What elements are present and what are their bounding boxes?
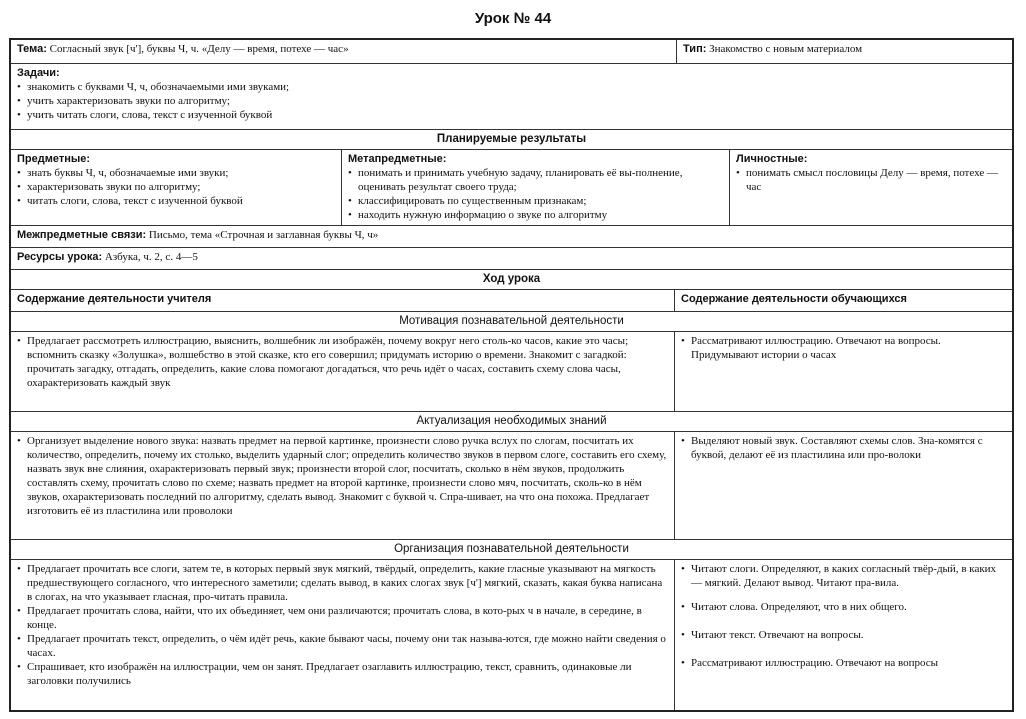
topic-text: Согласный звук [ч'], буквы Ч, ч. «Делу — время, потехе — час» xyxy=(49,43,349,55)
stage-heading-row xyxy=(11,312,1012,332)
resources-cell xyxy=(11,248,1012,269)
type-text: Знакомство с новым материалом xyxy=(709,43,863,55)
list-item: • Предлагает прочитать текст, определить, о чём идёт речь, какие бывают часы, почему они так называ-ются, где можно найти сведения о часах. xyxy=(17,632,668,660)
resources-text: Азбука, ч. 2, с. 4—5 xyxy=(104,251,198,263)
teacher-activity xyxy=(11,432,674,539)
list-item: • Читают слова. Определяют, что в них общего. xyxy=(681,600,1006,614)
list-item: • находить нужную информацию о звуке по алгоритму xyxy=(348,208,723,222)
subject-label: Предметные: xyxy=(17,153,91,165)
students-activity xyxy=(674,432,1012,539)
tasks-list xyxy=(17,80,1006,122)
personal-label: Личностные: xyxy=(736,153,808,165)
stage-row xyxy=(11,560,1012,710)
interdisciplinary-cell xyxy=(11,226,1012,247)
list-item: • характеризовать звуки по алгоритму; xyxy=(17,180,335,194)
topic-label: Тема: xyxy=(17,43,47,55)
students-activity xyxy=(674,560,1012,710)
topic-cell xyxy=(11,40,676,63)
list-item: • учить характеризовать звуки по алгоритму; xyxy=(17,94,1006,108)
list-item: • понимать и принимать учебную задачу, планировать её вы-полнение, оценивать результат своего труда; xyxy=(348,166,723,194)
interdisciplinary-text: Письмо, тема «Строчная и заглавная буквы Ч, ч» xyxy=(148,229,379,241)
list-item: • знать буквы Ч, ч, обозначаемые ими звуки; xyxy=(17,166,335,180)
tasks-label: Задачи: xyxy=(17,67,60,79)
stage-heading-row xyxy=(11,412,1012,432)
stage-heading: Актуализация необходимых знаний xyxy=(416,415,607,427)
teacher-activity xyxy=(11,332,674,411)
stage-heading: Мотивация познавательной деятельности xyxy=(399,315,624,327)
interdisciplinary-row xyxy=(11,226,1012,248)
tasks-cell xyxy=(11,64,1012,129)
list-item: • Рассматривают иллюстрацию. Отвечают на вопросы. Придумывают истории о часах xyxy=(681,334,1006,362)
meta-label: Метапредметные: xyxy=(348,153,447,165)
columns-header-row xyxy=(11,290,1012,312)
stage-heading: Организация познавательной деятельности xyxy=(394,543,629,555)
list-item: • Выделяют новый звук. Составляют схемы слов. Зна-комятся с буквой, делают её из пластилина или про-волоки xyxy=(681,434,1006,462)
subject-results xyxy=(11,150,341,225)
planned-heading: Планируемые результаты xyxy=(436,133,587,145)
teacher-activity xyxy=(11,560,674,710)
planned-heading-row xyxy=(11,130,1012,150)
tasks-row xyxy=(11,64,1012,130)
list-item: • Спрашивает, кто изображён на иллюстрации, чем он занят. Предлагает озаглавить иллюстрацию, текст, сравнить, одинаковые ли заголовки получились xyxy=(17,660,668,688)
teacher-column-header: Содержание деятельности учителя xyxy=(17,293,212,305)
stage-row xyxy=(11,432,1012,540)
planned-row xyxy=(11,150,1012,226)
list-item: • Предлагает прочитать все слоги, затем те, в которых первый звук мягкий, твёрдый, определить, какие гласные указывают на мягкость предшествующего согласного, что интересного заметили; сделать вывод, в каких слогах звук [ч'] мягкий, сказать, какая буква написана в слогах, на что указывает гласная, про-читать правила. xyxy=(17,562,668,604)
list-item: • Рассматривают иллюстрацию. Отвечают на вопросы xyxy=(681,656,1006,670)
topic-row xyxy=(11,40,1012,64)
lesson-plan-table xyxy=(9,38,1014,712)
students-activity xyxy=(674,332,1012,411)
lesson-heading-row xyxy=(11,270,1012,290)
resources-label: Ресурсы урока: xyxy=(17,251,103,263)
type-label: Тип: xyxy=(683,43,707,55)
list-item: • Читают слоги. Определяют, в каких согласный твёр-дый, в каких — мягкий. Делают вывод. Читают пра-вила. xyxy=(681,562,1006,590)
list-item: • Организует выделение нового звука: назвать предмет на первой картинке, произнести слово ручка вслух по слогам, посчитать их количество, определить, почему их столько, выделить ударный слог; определить количество звуков в первом слоге, составить его схему, назвать звук вне слияния, охарактеризовать первый звук; произнести второй слог, посчитать, сколько в нём звуков, продолжить составлять схему, прочитать слово по схеме; назвать предмет на второй картинке, произнести слово мяч, посчитать, сколь-ко в нём звуков, охарактеризовать последний по алгоритму, сделать вывод. Знакомит с буквой ч. Спра-шивает, на что она похожа. Предлагает изготовить её из пластилина или проволоки xyxy=(17,434,668,518)
list-item: • классифицировать по существенным признакам; xyxy=(348,194,723,208)
stage-row xyxy=(11,332,1012,412)
list-item: • знакомить с буквами Ч, ч, обозначаемыми ими звуками; xyxy=(17,80,1006,94)
list-item: • Читают текст. Отвечают на вопросы. xyxy=(681,628,1006,642)
meta-results xyxy=(341,150,729,225)
list-item: • читать слоги, слова, текст с изученной буквой xyxy=(17,194,335,208)
lesson-title: Урок № 44 xyxy=(474,10,552,27)
students-column-header: Содержание деятельности обучающихся xyxy=(674,290,1012,311)
type-cell xyxy=(676,40,1012,63)
personal-results xyxy=(729,150,1012,225)
list-item: • учить читать слоги, слова, текст с изученной буквой xyxy=(17,108,1006,122)
resources-row xyxy=(11,248,1012,270)
list-item: • Предлагает рассмотреть иллюстрацию, выяснить, волшебник ли изображён, почему вокруг него столь-ко часов, какие это часы; вспомнить сказку «Золушка», волшебство в этой сказке, кто его совершил; придумать историю о времени. Знакомит с загадкой: прочитать загадку, отгадать, определить, какие слова помогают догадаться, что речь идёт о часах, составить схему слова часы, охарактеризовать каждый звук xyxy=(17,334,668,390)
list-item: • понимать смысл пословицы Делу — время, потехе — час xyxy=(736,166,1006,194)
interdisciplinary-label: Межпредметные связи: xyxy=(17,229,147,241)
stage-heading-row xyxy=(11,540,1012,560)
list-item: • Предлагает прочитать слова, найти, что их объединяет, чем они различаются; прочитать слова, в кото-рых ч в начале, в середине, в конце. xyxy=(17,604,668,632)
lesson-heading: Ход урока xyxy=(482,273,541,285)
